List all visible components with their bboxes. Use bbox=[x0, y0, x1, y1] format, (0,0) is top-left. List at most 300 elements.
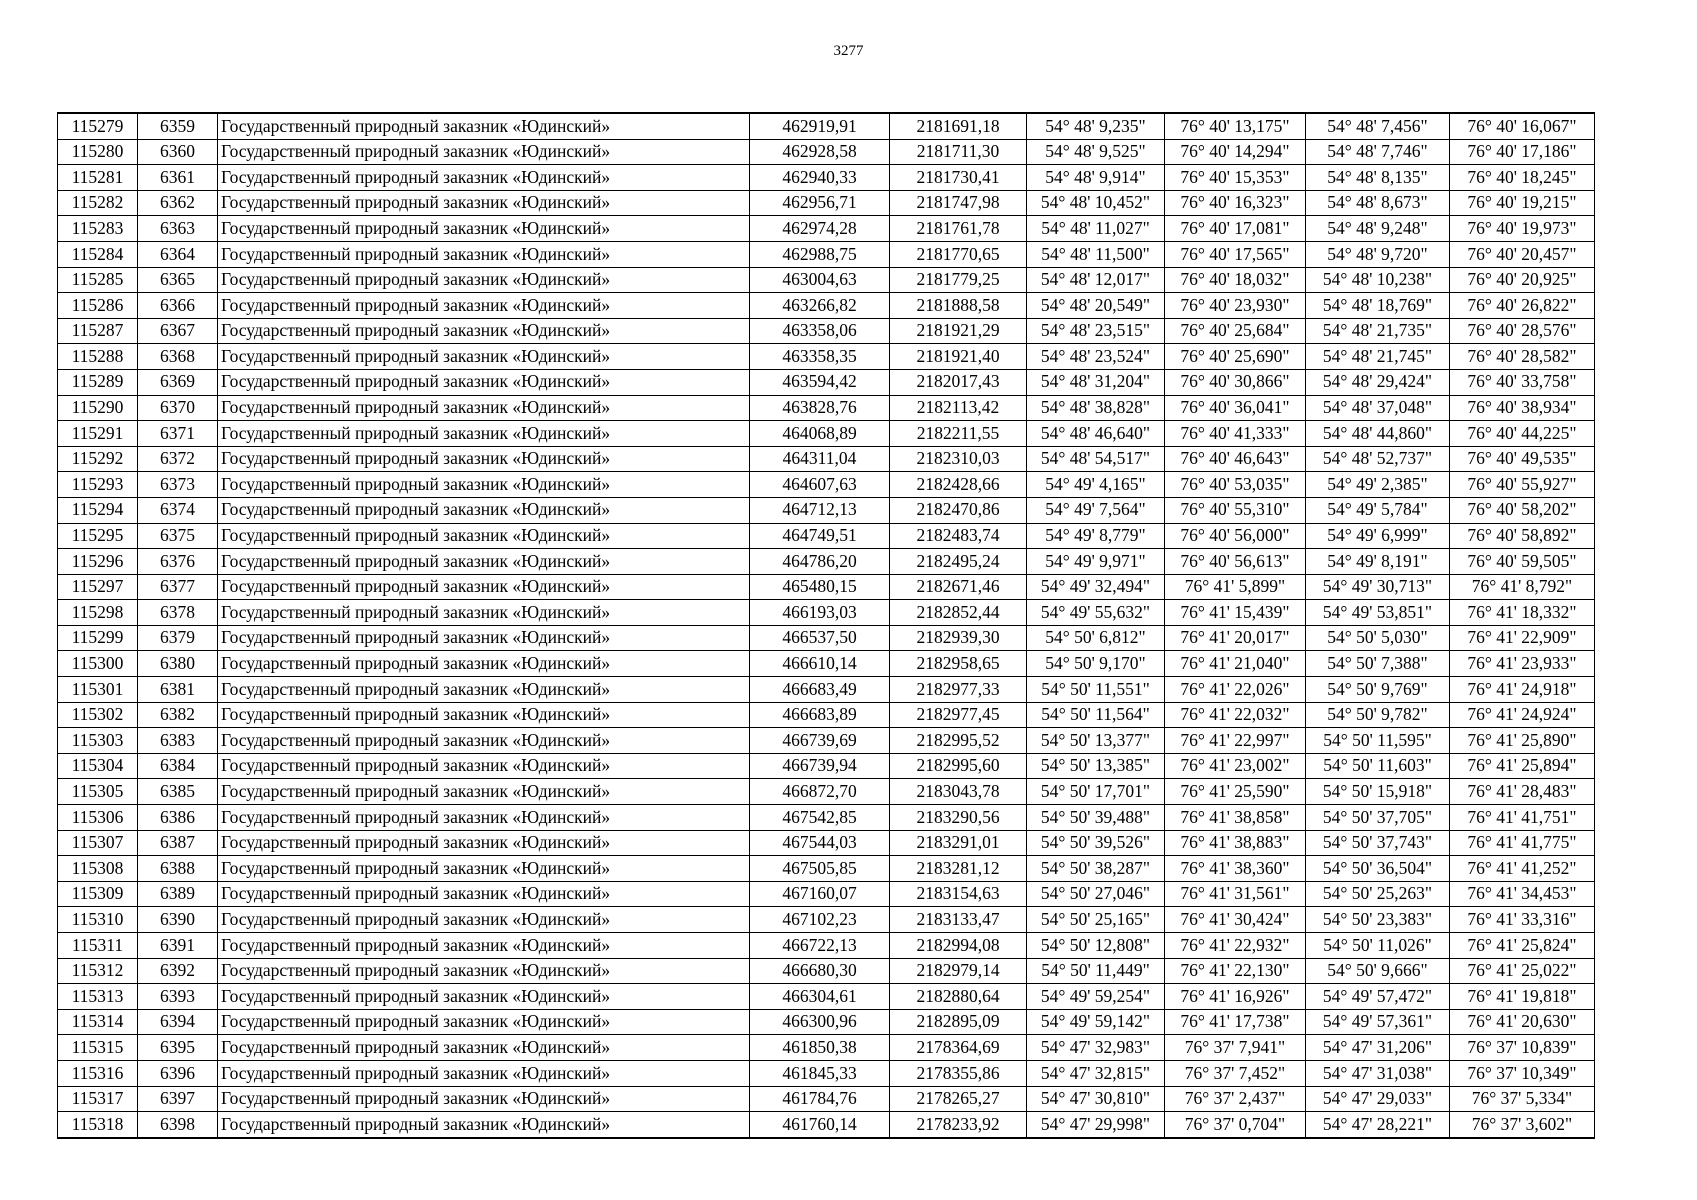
object-name-cell: Государственный природный заказник «Юдинский» bbox=[218, 293, 750, 319]
coord-x-cell: 466739,69 bbox=[750, 728, 890, 754]
latitude-1-cell: 54° 50' 27,046" bbox=[1027, 881, 1165, 907]
latitude-2-cell: 54° 49' 6,999" bbox=[1306, 523, 1450, 549]
latitude-1-cell: 54° 48' 54,517" bbox=[1027, 446, 1165, 472]
table-row bbox=[58, 779, 1595, 805]
longitude-2-cell: 76° 41' 19,818" bbox=[1450, 984, 1595, 1010]
record-id-cell: 115303 bbox=[58, 728, 138, 754]
table-row bbox=[58, 958, 1595, 984]
record-id-cell: 115282 bbox=[58, 190, 138, 216]
object-name-cell: Государственный природный заказник «Юдинский» bbox=[218, 139, 750, 165]
point-number-cell: 6373 bbox=[138, 472, 218, 498]
coord-y-cell: 2182895,09 bbox=[890, 1009, 1027, 1035]
object-name-cell: Государственный природный заказник «Юдинский» bbox=[218, 421, 750, 447]
page-number: 3277 bbox=[833, 43, 864, 59]
latitude-2-cell: 54° 49' 30,713" bbox=[1306, 574, 1450, 600]
longitude-1-cell: 76° 41' 31,561" bbox=[1165, 881, 1306, 907]
table-row bbox=[58, 293, 1595, 319]
latitude-1-cell: 54° 48' 9,914" bbox=[1027, 165, 1165, 191]
longitude-1-cell: 76° 41' 22,130" bbox=[1165, 958, 1306, 984]
longitude-1-cell: 76° 40' 56,000" bbox=[1165, 523, 1306, 549]
point-number-cell: 6395 bbox=[138, 1035, 218, 1061]
latitude-1-cell: 54° 48' 9,235" bbox=[1027, 113, 1165, 139]
point-number-cell: 6360 bbox=[138, 139, 218, 165]
table-row bbox=[58, 830, 1595, 856]
latitude-2-cell: 54° 48' 18,769" bbox=[1306, 293, 1450, 319]
coord-x-cell: 462988,75 bbox=[750, 241, 890, 267]
longitude-1-cell: 76° 41' 20,017" bbox=[1165, 625, 1306, 651]
object-name-cell: Государственный природный заказник «Юдинский» bbox=[218, 497, 750, 523]
coord-x-cell: 466872,70 bbox=[750, 779, 890, 805]
record-id-cell: 115301 bbox=[58, 677, 138, 703]
latitude-2-cell: 54° 48' 44,860" bbox=[1306, 421, 1450, 447]
longitude-1-cell: 76° 41' 22,997" bbox=[1165, 728, 1306, 754]
record-id-cell: 115305 bbox=[58, 779, 138, 805]
coord-x-cell: 462956,71 bbox=[750, 190, 890, 216]
point-number-cell: 6376 bbox=[138, 549, 218, 575]
latitude-2-cell: 54° 50' 36,504" bbox=[1306, 856, 1450, 882]
object-name-cell: Государственный природный заказник «Юдинский» bbox=[218, 805, 750, 831]
coord-x-cell: 464607,63 bbox=[750, 472, 890, 498]
longitude-2-cell: 76° 40' 17,186" bbox=[1450, 139, 1595, 165]
coord-y-cell: 2183291,01 bbox=[890, 830, 1027, 856]
longitude-1-cell: 76° 40' 55,310" bbox=[1165, 497, 1306, 523]
latitude-2-cell: 54° 48' 29,424" bbox=[1306, 369, 1450, 395]
record-id-cell: 115313 bbox=[58, 984, 138, 1010]
record-id-cell: 115307 bbox=[58, 830, 138, 856]
longitude-2-cell: 76° 40' 20,925" bbox=[1450, 267, 1595, 293]
coord-y-cell: 2182995,52 bbox=[890, 728, 1027, 754]
coord-x-cell: 466537,50 bbox=[750, 625, 890, 651]
coord-x-cell: 463828,76 bbox=[750, 395, 890, 421]
point-number-cell: 6366 bbox=[138, 293, 218, 319]
longitude-2-cell: 76° 40' 44,225" bbox=[1450, 421, 1595, 447]
point-number-cell: 6388 bbox=[138, 856, 218, 882]
record-id-cell: 115309 bbox=[58, 881, 138, 907]
coord-y-cell: 2181711,30 bbox=[890, 139, 1027, 165]
object-name-cell: Государственный природный заказник «Юдинский» bbox=[218, 933, 750, 959]
object-name-cell: Государственный природный заказник «Юдинский» bbox=[218, 728, 750, 754]
latitude-1-cell: 54° 50' 12,808" bbox=[1027, 933, 1165, 959]
longitude-2-cell: 76° 40' 28,576" bbox=[1450, 318, 1595, 344]
longitude-2-cell: 76° 40' 16,067" bbox=[1450, 113, 1595, 139]
table-row bbox=[58, 702, 1595, 728]
coord-y-cell: 2182880,64 bbox=[890, 984, 1027, 1010]
object-name-cell: Государственный природный заказник «Юдинский» bbox=[218, 753, 750, 779]
table-row bbox=[58, 446, 1595, 472]
longitude-2-cell: 76° 41' 23,933" bbox=[1450, 651, 1595, 677]
coord-x-cell: 461784,76 bbox=[750, 1086, 890, 1112]
object-name-cell: Государственный природный заказник «Юдинский» bbox=[218, 549, 750, 575]
latitude-1-cell: 54° 48' 11,027" bbox=[1027, 216, 1165, 242]
record-id-cell: 115285 bbox=[58, 267, 138, 293]
coord-x-cell: 467160,07 bbox=[750, 881, 890, 907]
latitude-2-cell: 54° 48' 9,248" bbox=[1306, 216, 1450, 242]
record-id-cell: 115315 bbox=[58, 1035, 138, 1061]
coord-y-cell: 2181888,58 bbox=[890, 293, 1027, 319]
point-number-cell: 6387 bbox=[138, 830, 218, 856]
longitude-1-cell: 76° 40' 17,565" bbox=[1165, 241, 1306, 267]
record-id-cell: 115314 bbox=[58, 1009, 138, 1035]
coord-y-cell: 2178364,69 bbox=[890, 1035, 1027, 1061]
object-name-cell: Государственный природный заказник «Юдинский» bbox=[218, 241, 750, 267]
longitude-2-cell: 76° 40' 19,973" bbox=[1450, 216, 1595, 242]
object-name-cell: Государственный природный заказник «Юдинский» bbox=[218, 1060, 750, 1086]
longitude-2-cell: 76° 41' 24,918" bbox=[1450, 677, 1595, 703]
table-row bbox=[58, 395, 1595, 421]
record-id-cell: 115310 bbox=[58, 907, 138, 933]
coord-x-cell: 463266,82 bbox=[750, 293, 890, 319]
coord-y-cell: 2182428,66 bbox=[890, 472, 1027, 498]
latitude-2-cell: 54° 50' 9,769" bbox=[1306, 677, 1450, 703]
latitude-2-cell: 54° 49' 53,851" bbox=[1306, 600, 1450, 626]
coord-y-cell: 2182495,24 bbox=[890, 549, 1027, 575]
latitude-2-cell: 54° 50' 23,383" bbox=[1306, 907, 1450, 933]
table-row bbox=[58, 984, 1595, 1010]
coord-x-cell: 461760,14 bbox=[750, 1112, 890, 1138]
record-id-cell: 115318 bbox=[58, 1112, 138, 1138]
longitude-2-cell: 76° 41' 20,630" bbox=[1450, 1009, 1595, 1035]
longitude-1-cell: 76° 40' 14,294" bbox=[1165, 139, 1306, 165]
longitude-2-cell: 76° 40' 59,505" bbox=[1450, 549, 1595, 575]
longitude-1-cell: 76° 41' 16,926" bbox=[1165, 984, 1306, 1010]
longitude-2-cell: 76° 40' 38,934" bbox=[1450, 395, 1595, 421]
coord-y-cell: 2181770,65 bbox=[890, 241, 1027, 267]
object-name-cell: Государственный природный заказник «Юдинский» bbox=[218, 881, 750, 907]
table-row bbox=[58, 139, 1595, 165]
latitude-1-cell: 54° 48' 23,524" bbox=[1027, 344, 1165, 370]
longitude-1-cell: 76° 41' 38,883" bbox=[1165, 830, 1306, 856]
table-row bbox=[58, 318, 1595, 344]
coord-y-cell: 2182977,45 bbox=[890, 702, 1027, 728]
latitude-1-cell: 54° 49' 4,165" bbox=[1027, 472, 1165, 498]
table-row bbox=[58, 574, 1595, 600]
table-row bbox=[58, 1060, 1595, 1086]
latitude-2-cell: 54° 48' 37,048" bbox=[1306, 395, 1450, 421]
coord-x-cell: 462919,91 bbox=[750, 113, 890, 139]
coord-x-cell: 466722,13 bbox=[750, 933, 890, 959]
record-id-cell: 115311 bbox=[58, 933, 138, 959]
longitude-1-cell: 76° 40' 30,866" bbox=[1165, 369, 1306, 395]
latitude-2-cell: 54° 50' 15,918" bbox=[1306, 779, 1450, 805]
point-number-cell: 6370 bbox=[138, 395, 218, 421]
coord-x-cell: 464068,89 bbox=[750, 421, 890, 447]
point-number-cell: 6375 bbox=[138, 523, 218, 549]
record-id-cell: 115288 bbox=[58, 344, 138, 370]
point-number-cell: 6368 bbox=[138, 344, 218, 370]
record-id-cell: 115296 bbox=[58, 549, 138, 575]
latitude-2-cell: 54° 50' 9,666" bbox=[1306, 958, 1450, 984]
longitude-2-cell: 76° 40' 26,822" bbox=[1450, 293, 1595, 319]
longitude-1-cell: 76° 37' 2,437" bbox=[1165, 1086, 1306, 1112]
latitude-1-cell: 54° 50' 39,526" bbox=[1027, 830, 1165, 856]
table-row bbox=[58, 625, 1595, 651]
coord-y-cell: 2182310,03 bbox=[890, 446, 1027, 472]
record-id-cell: 115284 bbox=[58, 241, 138, 267]
table-row bbox=[58, 165, 1595, 191]
longitude-1-cell: 76° 41' 22,932" bbox=[1165, 933, 1306, 959]
longitude-2-cell: 76° 41' 34,453" bbox=[1450, 881, 1595, 907]
longitude-1-cell: 76° 40' 46,643" bbox=[1165, 446, 1306, 472]
object-name-cell: Государственный природный заказник «Юдинский» bbox=[218, 702, 750, 728]
latitude-1-cell: 54° 49' 55,632" bbox=[1027, 600, 1165, 626]
latitude-2-cell: 54° 49' 2,385" bbox=[1306, 472, 1450, 498]
table-row bbox=[58, 933, 1595, 959]
point-number-cell: 6363 bbox=[138, 216, 218, 242]
longitude-1-cell: 76° 40' 53,035" bbox=[1165, 472, 1306, 498]
table-row bbox=[58, 753, 1595, 779]
point-number-cell: 6371 bbox=[138, 421, 218, 447]
record-id-cell: 115317 bbox=[58, 1086, 138, 1112]
coord-y-cell: 2183154,63 bbox=[890, 881, 1027, 907]
longitude-2-cell: 76° 40' 33,758" bbox=[1450, 369, 1595, 395]
latitude-2-cell: 54° 50' 37,705" bbox=[1306, 805, 1450, 831]
latitude-2-cell: 54° 48' 21,735" bbox=[1306, 318, 1450, 344]
record-id-cell: 115297 bbox=[58, 574, 138, 600]
longitude-1-cell: 76° 40' 23,930" bbox=[1165, 293, 1306, 319]
latitude-2-cell: 54° 49' 57,361" bbox=[1306, 1009, 1450, 1035]
longitude-2-cell: 76° 41' 25,824" bbox=[1450, 933, 1595, 959]
latitude-2-cell: 54° 50' 11,603" bbox=[1306, 753, 1450, 779]
latitude-1-cell: 54° 47' 32,815" bbox=[1027, 1060, 1165, 1086]
longitude-2-cell: 76° 41' 22,909" bbox=[1450, 625, 1595, 651]
point-number-cell: 6378 bbox=[138, 600, 218, 626]
table-row bbox=[58, 369, 1595, 395]
latitude-2-cell: 54° 50' 37,743" bbox=[1306, 830, 1450, 856]
latitude-2-cell: 54° 50' 7,388" bbox=[1306, 651, 1450, 677]
point-number-cell: 6379 bbox=[138, 625, 218, 651]
latitude-1-cell: 54° 48' 23,515" bbox=[1027, 318, 1165, 344]
latitude-2-cell: 54° 49' 57,472" bbox=[1306, 984, 1450, 1010]
object-name-cell: Государственный природный заказник «Юдинский» bbox=[218, 190, 750, 216]
latitude-1-cell: 54° 50' 6,812" bbox=[1027, 625, 1165, 651]
latitude-2-cell: 54° 48' 8,135" bbox=[1306, 165, 1450, 191]
coord-y-cell: 2178233,92 bbox=[890, 1112, 1027, 1138]
coord-x-cell: 466300,96 bbox=[750, 1009, 890, 1035]
coord-x-cell: 464786,20 bbox=[750, 549, 890, 575]
object-name-cell: Государственный природный заказник «Юдинский» bbox=[218, 446, 750, 472]
longitude-1-cell: 76° 37' 7,452" bbox=[1165, 1060, 1306, 1086]
coord-x-cell: 467505,85 bbox=[750, 856, 890, 882]
point-number-cell: 6365 bbox=[138, 267, 218, 293]
longitude-2-cell: 76° 40' 58,892" bbox=[1450, 523, 1595, 549]
coord-y-cell: 2183281,12 bbox=[890, 856, 1027, 882]
record-id-cell: 115316 bbox=[58, 1060, 138, 1086]
latitude-1-cell: 54° 50' 13,377" bbox=[1027, 728, 1165, 754]
record-id-cell: 115295 bbox=[58, 523, 138, 549]
latitude-1-cell: 54° 50' 38,287" bbox=[1027, 856, 1165, 882]
coord-x-cell: 465480,15 bbox=[750, 574, 890, 600]
point-number-cell: 6386 bbox=[138, 805, 218, 831]
object-name-cell: Государственный природный заказник «Юдинский» bbox=[218, 344, 750, 370]
latitude-2-cell: 54° 48' 7,746" bbox=[1306, 139, 1450, 165]
coord-x-cell: 467544,03 bbox=[750, 830, 890, 856]
longitude-2-cell: 76° 41' 25,022" bbox=[1450, 958, 1595, 984]
table-row bbox=[58, 190, 1595, 216]
table-row bbox=[58, 1009, 1595, 1035]
object-name-cell: Государственный природный заказник «Юдинский» bbox=[218, 984, 750, 1010]
coord-y-cell: 2182994,08 bbox=[890, 933, 1027, 959]
longitude-2-cell: 76° 37' 5,334" bbox=[1450, 1086, 1595, 1112]
point-number-cell: 6362 bbox=[138, 190, 218, 216]
latitude-1-cell: 54° 49' 59,142" bbox=[1027, 1009, 1165, 1035]
longitude-2-cell: 76° 41' 24,924" bbox=[1450, 702, 1595, 728]
longitude-2-cell: 76° 37' 10,349" bbox=[1450, 1060, 1595, 1086]
longitude-1-cell: 76° 40' 36,041" bbox=[1165, 395, 1306, 421]
longitude-2-cell: 76° 40' 19,215" bbox=[1450, 190, 1595, 216]
latitude-2-cell: 54° 48' 9,720" bbox=[1306, 241, 1450, 267]
table-row bbox=[58, 651, 1595, 677]
longitude-1-cell: 76° 40' 25,684" bbox=[1165, 318, 1306, 344]
coord-x-cell: 463358,06 bbox=[750, 318, 890, 344]
longitude-2-cell: 76° 40' 55,927" bbox=[1450, 472, 1595, 498]
longitude-2-cell: 76° 41' 25,890" bbox=[1450, 728, 1595, 754]
object-name-cell: Государственный природный заказник «Юдинский» bbox=[218, 1112, 750, 1138]
object-name-cell: Государственный природный заказник «Юдинский» bbox=[218, 472, 750, 498]
latitude-2-cell: 54° 50' 9,782" bbox=[1306, 702, 1450, 728]
coord-y-cell: 2178355,86 bbox=[890, 1060, 1027, 1086]
coord-y-cell: 2182017,43 bbox=[890, 369, 1027, 395]
table-row bbox=[58, 1086, 1595, 1112]
record-id-cell: 115294 bbox=[58, 497, 138, 523]
object-name-cell: Государственный природный заказник «Юдинский» bbox=[218, 651, 750, 677]
latitude-1-cell: 54° 47' 29,998" bbox=[1027, 1112, 1165, 1138]
record-id-cell: 115298 bbox=[58, 600, 138, 626]
longitude-2-cell: 76° 41' 25,894" bbox=[1450, 753, 1595, 779]
longitude-1-cell: 76° 41' 5,899" bbox=[1165, 574, 1306, 600]
point-number-cell: 6385 bbox=[138, 779, 218, 805]
coord-y-cell: 2181761,78 bbox=[890, 216, 1027, 242]
record-id-cell: 115308 bbox=[58, 856, 138, 882]
coord-x-cell: 463358,35 bbox=[750, 344, 890, 370]
latitude-1-cell: 54° 49' 7,564" bbox=[1027, 497, 1165, 523]
latitude-2-cell: 54° 48' 21,745" bbox=[1306, 344, 1450, 370]
record-id-cell: 115292 bbox=[58, 446, 138, 472]
table-row bbox=[58, 523, 1595, 549]
coord-x-cell: 466683,89 bbox=[750, 702, 890, 728]
table-row bbox=[58, 344, 1595, 370]
coord-y-cell: 2183043,78 bbox=[890, 779, 1027, 805]
latitude-1-cell: 54° 50' 17,701" bbox=[1027, 779, 1165, 805]
object-name-cell: Государственный природный заказник «Юдинский» bbox=[218, 907, 750, 933]
point-number-cell: 6394 bbox=[138, 1009, 218, 1035]
latitude-1-cell: 54° 48' 46,640" bbox=[1027, 421, 1165, 447]
latitude-2-cell: 54° 49' 5,784" bbox=[1306, 497, 1450, 523]
longitude-2-cell: 76° 41' 41,775" bbox=[1450, 830, 1595, 856]
longitude-1-cell: 76° 41' 38,858" bbox=[1165, 805, 1306, 831]
latitude-1-cell: 54° 48' 9,525" bbox=[1027, 139, 1165, 165]
longitude-1-cell: 76° 40' 41,333" bbox=[1165, 421, 1306, 447]
point-number-cell: 6397 bbox=[138, 1086, 218, 1112]
latitude-2-cell: 54° 50' 5,030" bbox=[1306, 625, 1450, 651]
coord-y-cell: 2182483,74 bbox=[890, 523, 1027, 549]
longitude-1-cell: 76° 37' 7,941" bbox=[1165, 1035, 1306, 1061]
latitude-2-cell: 54° 48' 10,238" bbox=[1306, 267, 1450, 293]
point-number-cell: 6392 bbox=[138, 958, 218, 984]
record-id-cell: 115304 bbox=[58, 753, 138, 779]
longitude-1-cell: 76° 40' 13,175" bbox=[1165, 113, 1306, 139]
longitude-2-cell: 76° 40' 18,245" bbox=[1450, 165, 1595, 191]
point-number-cell: 6393 bbox=[138, 984, 218, 1010]
point-number-cell: 6389 bbox=[138, 881, 218, 907]
latitude-2-cell: 54° 50' 11,026" bbox=[1306, 933, 1450, 959]
coord-x-cell: 462940,33 bbox=[750, 165, 890, 191]
record-id-cell: 115299 bbox=[58, 625, 138, 651]
coord-y-cell: 2182211,55 bbox=[890, 421, 1027, 447]
latitude-1-cell: 54° 47' 32,983" bbox=[1027, 1035, 1165, 1061]
longitude-2-cell: 76° 40' 58,202" bbox=[1450, 497, 1595, 523]
coord-x-cell: 466680,30 bbox=[750, 958, 890, 984]
table-row bbox=[58, 549, 1595, 575]
record-id-cell: 115281 bbox=[58, 165, 138, 191]
object-name-cell: Государственный природный заказник «Юдинский» bbox=[218, 523, 750, 549]
longitude-1-cell: 76° 40' 18,032" bbox=[1165, 267, 1306, 293]
coord-y-cell: 2182939,30 bbox=[890, 625, 1027, 651]
longitude-2-cell: 76° 40' 20,457" bbox=[1450, 241, 1595, 267]
object-name-cell: Государственный природный заказник «Юдинский» bbox=[218, 267, 750, 293]
record-id-cell: 115287 bbox=[58, 318, 138, 344]
latitude-1-cell: 54° 50' 25,165" bbox=[1027, 907, 1165, 933]
point-number-cell: 6367 bbox=[138, 318, 218, 344]
latitude-2-cell: 54° 48' 52,737" bbox=[1306, 446, 1450, 472]
table-row bbox=[58, 241, 1595, 267]
coord-y-cell: 2182113,42 bbox=[890, 395, 1027, 421]
table-row bbox=[58, 472, 1595, 498]
point-number-cell: 6364 bbox=[138, 241, 218, 267]
latitude-1-cell: 54° 49' 32,494" bbox=[1027, 574, 1165, 600]
object-name-cell: Государственный природный заказник «Юдинский» bbox=[218, 216, 750, 242]
table-row bbox=[58, 728, 1595, 754]
record-id-cell: 115302 bbox=[58, 702, 138, 728]
record-id-cell: 115306 bbox=[58, 805, 138, 831]
table-row bbox=[58, 856, 1595, 882]
longitude-2-cell: 76° 40' 28,582" bbox=[1450, 344, 1595, 370]
object-name-cell: Государственный природный заказник «Юдинский» bbox=[218, 1086, 750, 1112]
coord-x-cell: 462928,58 bbox=[750, 139, 890, 165]
point-number-cell: 6381 bbox=[138, 677, 218, 703]
latitude-1-cell: 54° 50' 11,551" bbox=[1027, 677, 1165, 703]
latitude-2-cell: 54° 50' 11,595" bbox=[1306, 728, 1450, 754]
table-row bbox=[58, 600, 1595, 626]
object-name-cell: Государственный природный заказник «Юдинский» bbox=[218, 1035, 750, 1061]
coord-x-cell: 464712,13 bbox=[750, 497, 890, 523]
latitude-2-cell: 54° 49' 8,191" bbox=[1306, 549, 1450, 575]
record-id-cell: 115312 bbox=[58, 958, 138, 984]
longitude-1-cell: 76° 41' 38,360" bbox=[1165, 856, 1306, 882]
point-number-cell: 6361 bbox=[138, 165, 218, 191]
longitude-1-cell: 76° 37' 0,704" bbox=[1165, 1112, 1306, 1138]
point-number-cell: 6359 bbox=[138, 113, 218, 139]
coord-x-cell: 461850,38 bbox=[750, 1035, 890, 1061]
latitude-1-cell: 54° 50' 39,488" bbox=[1027, 805, 1165, 831]
coord-y-cell: 2183133,47 bbox=[890, 907, 1027, 933]
coord-x-cell: 461845,33 bbox=[750, 1060, 890, 1086]
latitude-2-cell: 54° 47' 31,206" bbox=[1306, 1035, 1450, 1061]
longitude-1-cell: 76° 41' 22,026" bbox=[1165, 677, 1306, 703]
latitude-1-cell: 54° 50' 13,385" bbox=[1027, 753, 1165, 779]
record-id-cell: 115283 bbox=[58, 216, 138, 242]
latitude-2-cell: 54° 48' 7,456" bbox=[1306, 113, 1450, 139]
table-row bbox=[58, 1112, 1595, 1138]
longitude-2-cell: 76° 37' 10,839" bbox=[1450, 1035, 1595, 1061]
coord-x-cell: 466610,14 bbox=[750, 651, 890, 677]
record-id-cell: 115279 bbox=[58, 113, 138, 139]
coord-x-cell: 466683,49 bbox=[750, 677, 890, 703]
coord-y-cell: 2182958,65 bbox=[890, 651, 1027, 677]
coord-y-cell: 2182995,60 bbox=[890, 753, 1027, 779]
table-row bbox=[58, 881, 1595, 907]
latitude-1-cell: 54° 50' 11,564" bbox=[1027, 702, 1165, 728]
coord-x-cell: 466304,61 bbox=[750, 984, 890, 1010]
